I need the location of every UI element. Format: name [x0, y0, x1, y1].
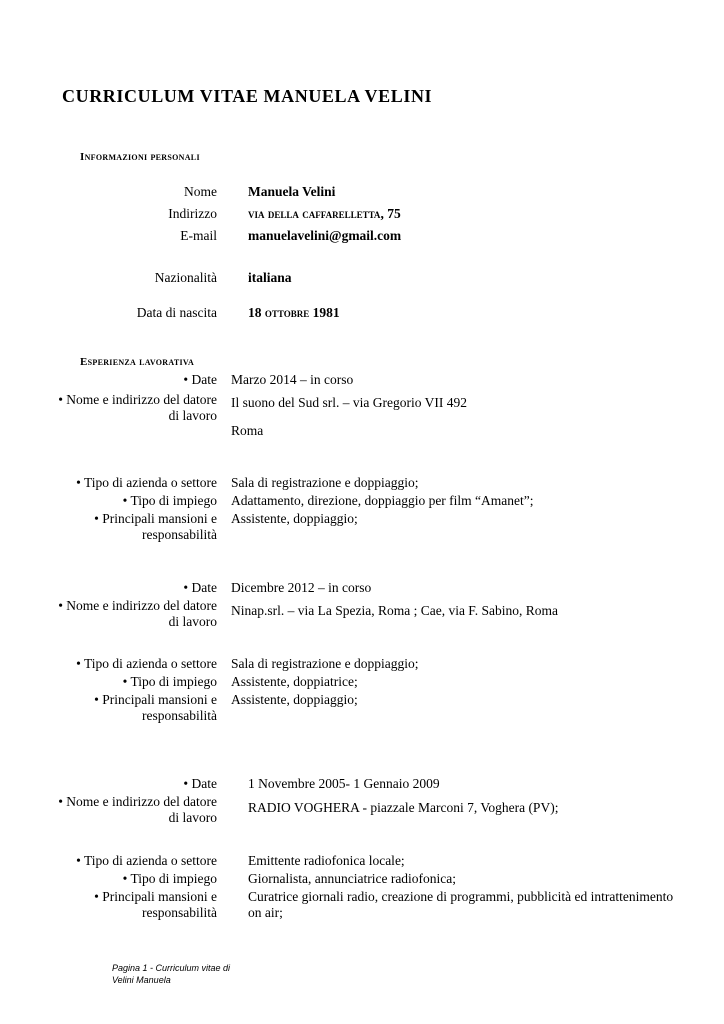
personal-section-heading: Informazioni personali: [80, 151, 200, 163]
entry-job-type: Assistente, doppiatrice;: [231, 674, 358, 689]
label-sector: • Tipo di azienda o settore: [76, 853, 217, 868]
entry-employer: Ninap.srl. – via La Spezia, Roma ; Cae, via F. Sabino, Roma: [231, 603, 558, 618]
label-duties: • Principali mansioni e responsabilità: [94, 692, 217, 723]
entry-job-type: Giornalista, annunciatrice radiofonica;: [248, 871, 457, 886]
label-date: • Date: [183, 372, 217, 387]
label-duties: • Principali mansioni e responsabilità: [94, 511, 217, 542]
page-footer: [112, 962, 230, 986]
label-sector: • Tipo di azienda o settore: [76, 656, 217, 671]
label-nazionalita: Nazionalità: [154, 270, 217, 285]
value-nome: Manuela Velini: [248, 184, 336, 199]
label-nome: Nome: [184, 184, 217, 199]
value-indirizzo: [248, 206, 401, 222]
entry-duties: Curatrice giornali radio, creazione di programmi, pubblicità ed intrattenimento on air;: [248, 889, 674, 920]
value-data-nascita: [248, 305, 340, 321]
label-sector: • Tipo di azienda o settore: [76, 475, 217, 490]
label-employer: • Nome e indirizzo del datore di lavoro: [58, 794, 217, 825]
entry-sector: Sala di registrazione e doppiaggio;: [231, 475, 419, 490]
indirizzo-number: , 75: [380, 206, 401, 221]
indirizzo-street: via della caffarelletta: [248, 206, 381, 221]
entry-job-type: Adattamento, direzione, doppiaggio per film “Amanet”;: [231, 493, 534, 508]
entry-employer-city: Roma: [231, 423, 264, 438]
birth-month: ottobre: [264, 305, 310, 320]
experience-section-heading: Esperienza lavorativa: [80, 356, 195, 368]
entry-date: Marzo 2014 – in corso: [231, 372, 354, 387]
entry-date: Dicembre 2012 – in corso: [231, 580, 372, 595]
label-job-type: • Tipo di impiego: [122, 871, 217, 886]
birth-year: 1981: [309, 305, 340, 320]
label-duties: • Principali mansioni e responsabilità: [94, 889, 217, 920]
entry-date: 1 Novembre 2005- 1 Gennaio 2009: [248, 776, 440, 791]
label-date: • Date: [183, 580, 217, 595]
page-title: CURRICULUM VITAE MANUELA VELINI: [62, 86, 433, 106]
entry-sector: Sala di registrazione e doppiaggio;: [231, 656, 419, 671]
label-job-type: • Tipo di impiego: [122, 674, 217, 689]
value-email: manuelavelini@gmail.com: [248, 228, 402, 243]
label-email: E-mail: [180, 228, 217, 243]
entry-employer: RADIO VOGHERA - piazzale Marconi 7, Voghera (PV);: [248, 800, 559, 815]
birth-day: 18: [248, 305, 265, 320]
entry-duties: Assistente, doppiaggio;: [231, 511, 358, 526]
label-date: • Date: [183, 776, 217, 791]
label-job-type: • Tipo di impiego: [122, 493, 217, 508]
entry-duties: Assistente, doppiaggio;: [231, 692, 358, 707]
label-data-nascita: Data di nascita: [136, 305, 217, 320]
entry-employer: Il suono del Sud srl. – via Gregorio VII 492: [231, 395, 467, 410]
label-employer: • Nome e indirizzo del datore di lavoro: [58, 392, 217, 423]
entry-sector: Emittente radiofonica locale;: [248, 853, 405, 868]
value-nazionalita: italiana: [248, 270, 292, 285]
footer-line-2: Velini Manuela: [112, 975, 171, 985]
label-indirizzo: Indirizzo: [168, 206, 217, 221]
footer-line-1: Pagina 1 - Curriculum vitae di: [112, 963, 231, 973]
label-employer: • Nome e indirizzo del datore di lavoro: [58, 598, 217, 629]
